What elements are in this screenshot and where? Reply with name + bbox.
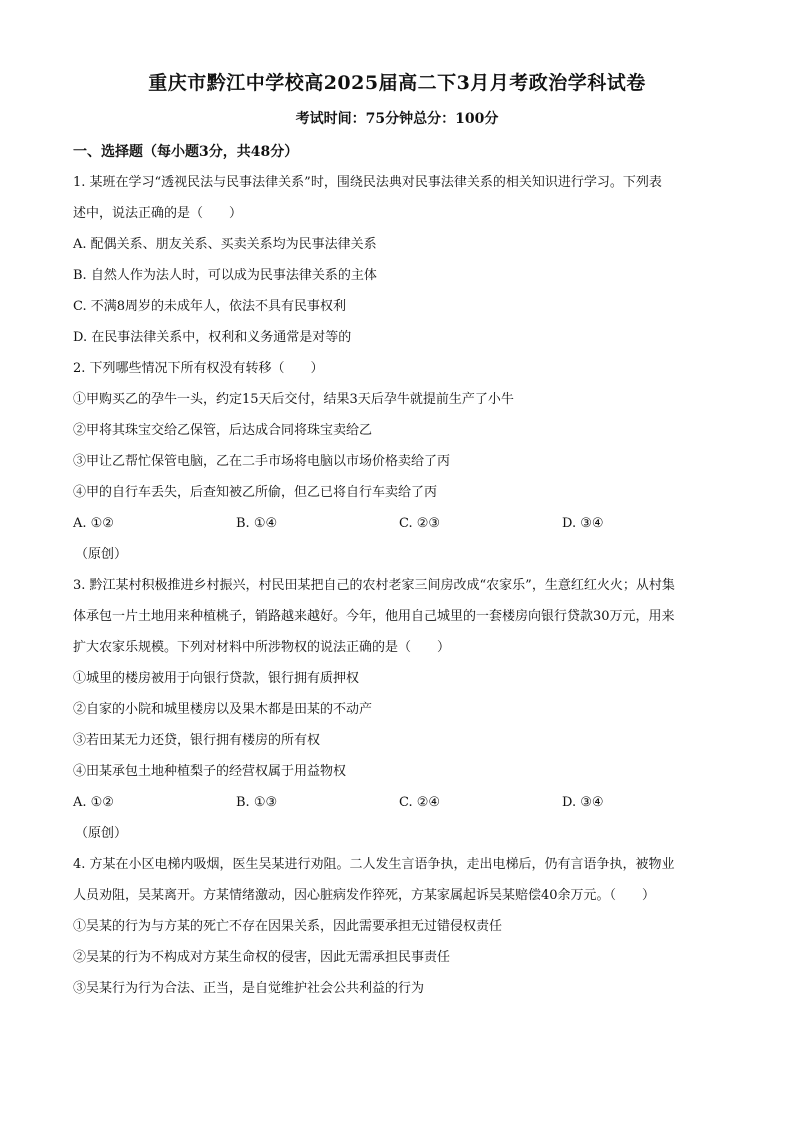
answer-option-c: C. ②④ xyxy=(399,795,441,810)
question-stem-line: 体承包一片土地用来种植桃子，销路越来越好。今年，他用自己城里的一套楼房向银行贷款30万元，用来 xyxy=(73,609,675,624)
question-stem-line: 述中，说法正确的是（ ） xyxy=(73,206,243,221)
answer-option-b: B. ①④ xyxy=(236,516,278,531)
statement-4: ④甲的自行车丢失，后查知被乙所偷，但乙已将自行车卖给了丙 xyxy=(73,485,438,500)
statement-3: ③若田某无力还贷，银行拥有楼房的所有权 xyxy=(73,733,321,748)
question-stem-line: 1. 某班在学习“透视民法与民事法律关系”时，围绕民法典对民事法律关系的相关知识进行学习。下列表 xyxy=(73,175,662,190)
statement-1: ①吴某的行为与方某的死亡不存在因果关系，因此需要承担无过错侵权责任 xyxy=(73,919,503,934)
statement-2: ②自家的小院和城里楼房以及果木都是田某的不动产 xyxy=(73,702,373,717)
answer-options xyxy=(73,787,733,818)
statement-3: ③甲让乙帮忙保管电脑，乙在二手市场将电脑以市场价格卖给了丙 xyxy=(73,454,451,469)
question-stem-line: 4. 方某在小区电梯内吸烟，医生吴某进行劝阻。二人发生言语争执，走出电梯后，仍有言语争执，被物业 xyxy=(73,857,675,872)
answer-option-a: A. ①② xyxy=(73,516,114,531)
answer-option-d: D. ③④ xyxy=(562,795,604,810)
statement-3: ③吴某行为行为合法、正当，是自觉维护社会公共利益的行为 xyxy=(73,981,425,996)
answer-option-d: D. ③④ xyxy=(562,516,604,531)
question-1 xyxy=(73,167,733,353)
answer-option-b: B. 自然人作为法人时，可以成为民事法律关系的主体 xyxy=(73,268,377,283)
statement-4: ④田某承包土地种植梨子的经营权属于用益物权 xyxy=(73,764,347,779)
question-stem-line: 3. 黔江某村积极推进乡村振兴，村民田某把自己的农村老家三间房改成“农家乐”，生意红红火火；从村集 xyxy=(73,578,675,593)
statement-1: ①城里的楼房被用于向银行贷款，银行拥有质押权 xyxy=(73,671,360,686)
source-note: （原创） xyxy=(75,547,128,562)
answer-option-a: A. ①② xyxy=(73,795,114,810)
statement-2: ②吴某的行为不构成对方某生命权的侵害，因此无需承担民事责任 xyxy=(73,950,451,965)
answer-option-d: D. 在民事法律关系中，权利和义务通常是对等的 xyxy=(73,330,352,345)
section-heading: 一、选择题（每小题3分，共48分） xyxy=(73,144,299,160)
question-2 xyxy=(73,353,733,570)
answer-option-c: C. ②③ xyxy=(399,516,441,531)
statement-2: ②甲将其珠宝交给乙保管，后达成合同将珠宝卖给乙 xyxy=(73,423,373,438)
answer-option-a: A. 配偶关系、朋友关系、买卖关系均为民事法律关系 xyxy=(73,237,377,252)
question-stem-line: 人员劝阻，吴某离开。方某情绪激动，因心脏病发作猝死，方某家属起诉吴某赔偿40余万元。（ ） xyxy=(73,888,656,903)
answer-options xyxy=(73,508,733,539)
exam-title: 重庆市黔江中学校高2025届高二下3月月考政治学科试卷 xyxy=(148,72,646,94)
question-stem-line: 扩大农家乐规模。下列对材料中所涉物权的说法正确的是（ ） xyxy=(73,640,451,655)
answer-option-c: C. 不满8周岁的未成年人，依法不具有民事权利 xyxy=(73,299,347,314)
question-3 xyxy=(73,570,733,849)
source-note: （原创） xyxy=(75,826,128,841)
exam-content xyxy=(73,140,733,1004)
statement-1: ①甲购买乙的孕牛一头，约定15天后交付，结果3天后孕牛就提前生产了小牛 xyxy=(73,392,514,407)
question-4 xyxy=(73,849,733,1004)
exam-info: 考试时间：75分钟总分：100分 xyxy=(295,111,499,127)
answer-option-b: B. ①③ xyxy=(236,795,278,810)
question-stem-line: 2. 下列哪些情况下所有权没有转移（ ） xyxy=(73,361,324,376)
